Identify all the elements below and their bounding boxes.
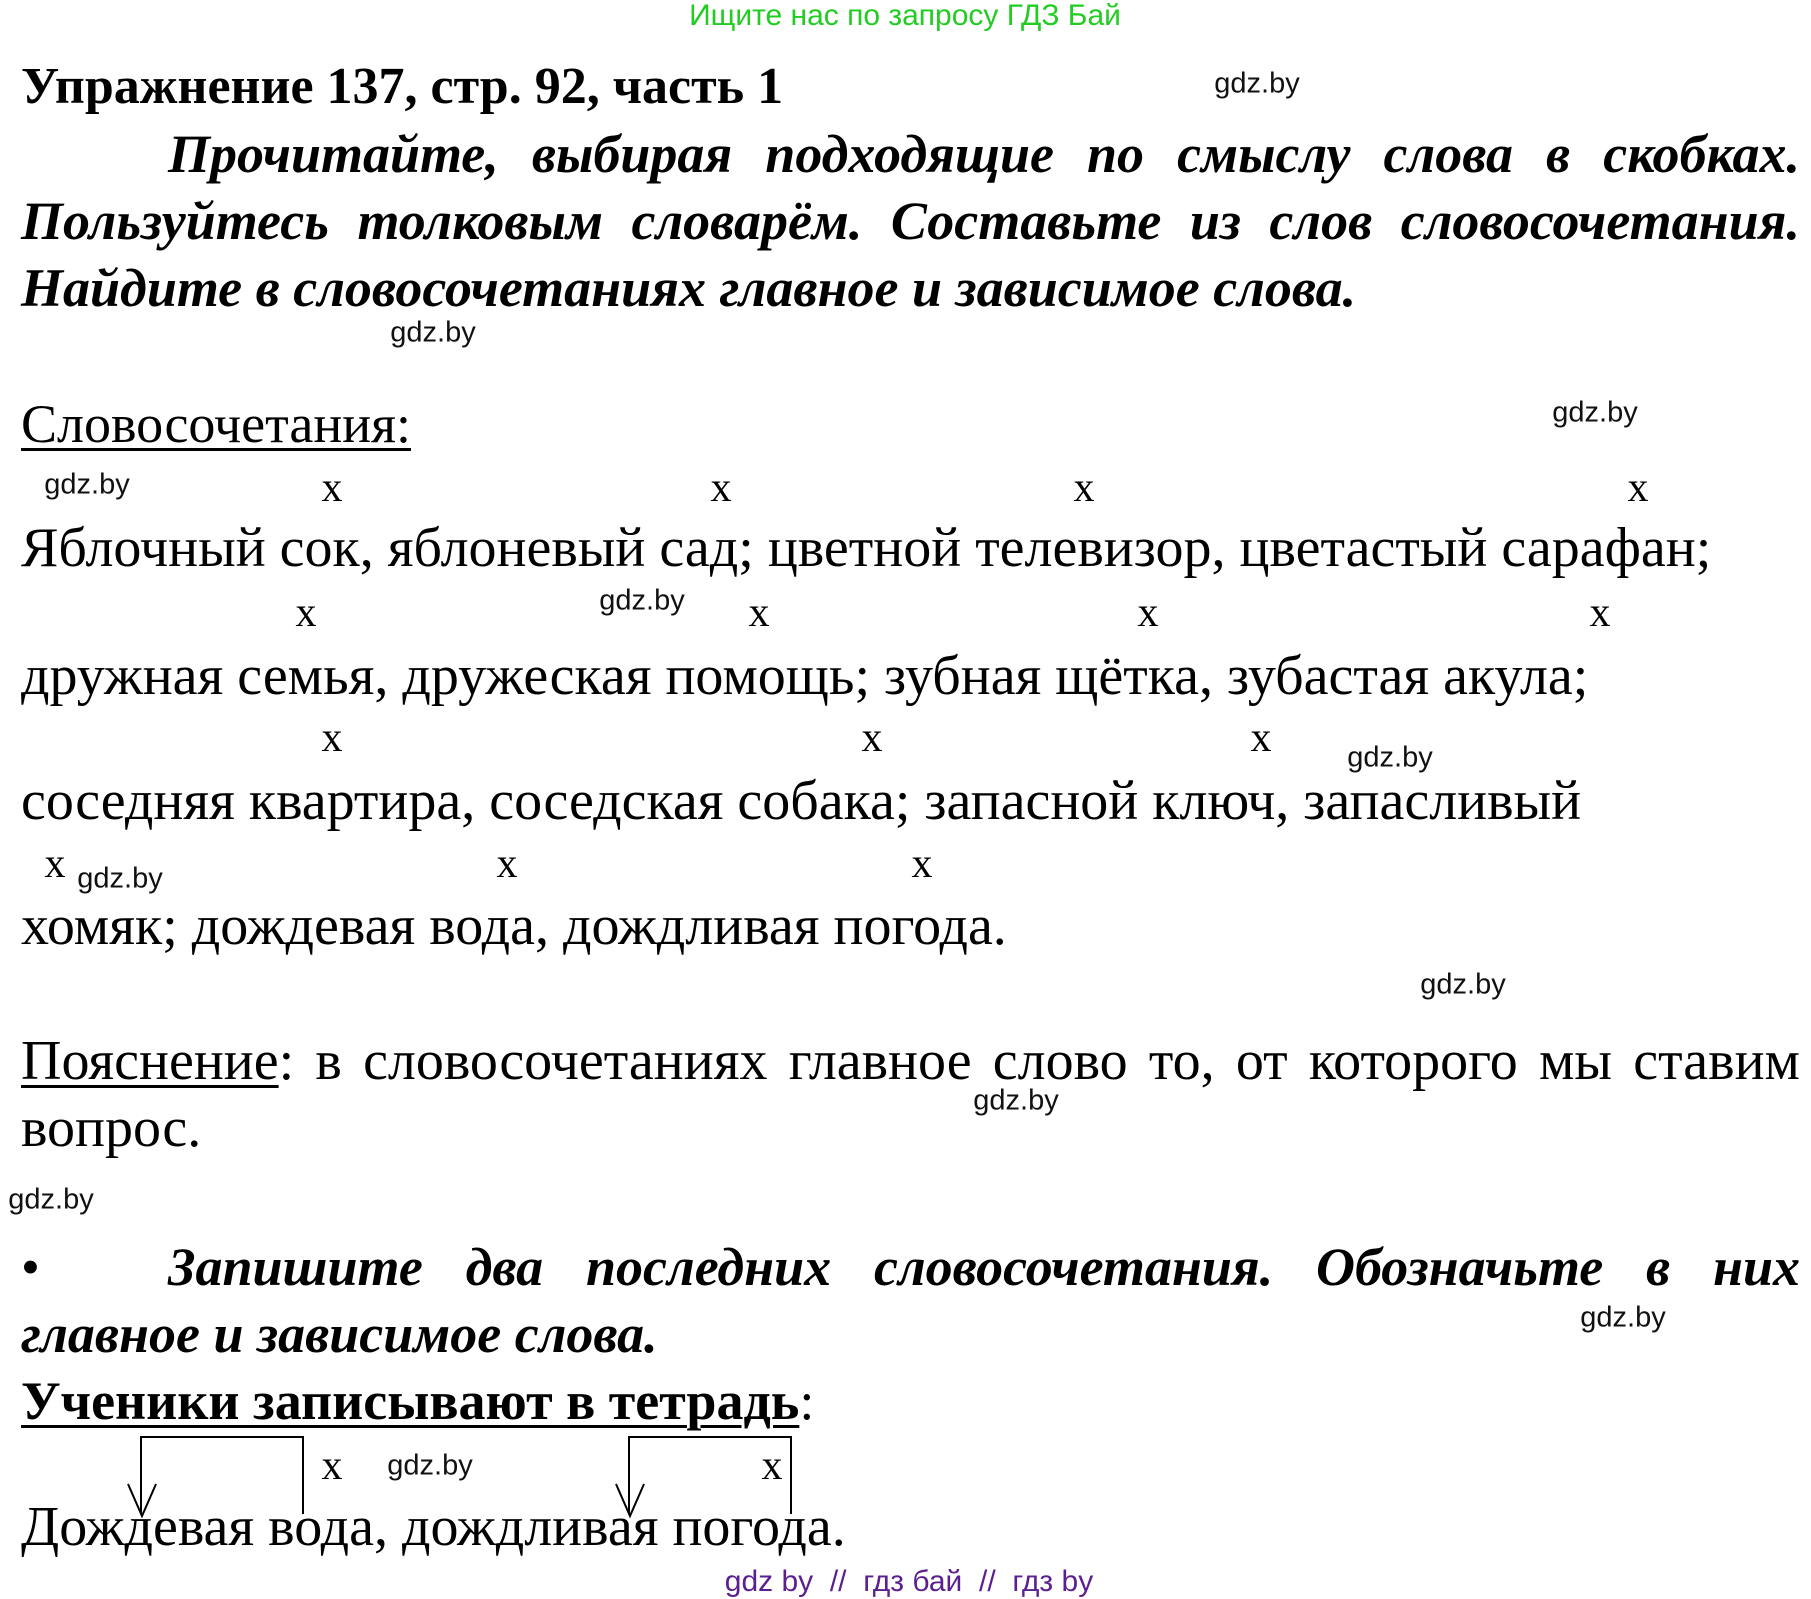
phrases-heading <box>21 393 411 455</box>
header-banner: Ищите нас по запросу ГДЗ Бай <box>689 0 1121 32</box>
main-word-mark: x <box>1250 715 1272 761</box>
answer-line: Дождевая вода, дождливая погода. <box>21 1496 846 1558</box>
page-title: Упражнение 137, стр. 92, часть 1 <box>21 58 784 115</box>
task2-instruction: Запишите два последних словосочетания. Обозначьте в них главное и зависимое слова. <box>21 1237 1800 1364</box>
phrases-heading-text: Словосочетания: <box>21 394 411 454</box>
phrase-line: хомяк; дождевая вода, дождливая погода. <box>21 895 1007 957</box>
phrase-line: дружная семья, дружеская помощь; зубная щётка, зубастая акула; <box>21 645 1589 707</box>
watermark: gdz.by <box>1552 396 1638 429</box>
watermark: gdz.by <box>1214 67 1300 100</box>
explanation-label: Пояснение <box>21 1030 279 1092</box>
students-heading-text: Ученики записывают в тетрадь <box>21 1371 800 1431</box>
main-word-mark: x <box>911 841 933 887</box>
watermark: gdz.by <box>973 1084 1059 1117</box>
main-word-mark: x <box>321 1443 343 1489</box>
watermark: gdz.by <box>1420 968 1506 1001</box>
watermark: gdz.by <box>1580 1301 1666 1334</box>
main-word-mark: x <box>1627 465 1649 511</box>
main-word-mark: x <box>1073 465 1095 511</box>
watermark: gdz.by <box>599 584 685 617</box>
phrase-line: Яблочный сок, яблоневый сад; цветной телевизор, цветастый сарафан; <box>21 517 1712 579</box>
main-word-mark: x <box>321 465 343 511</box>
main-word-mark: x <box>761 1443 783 1489</box>
bullet: • <box>21 1237 40 1297</box>
task-instruction: Прочитайте, выбирая подходящие по смыслу слова в скобках. Пользуйтесь толковым словарём. Составьте из слов словосочетания. Найдите в словосочетаниях главное и зависимое слова. <box>21 124 1800 318</box>
watermark: gdz.by <box>77 862 163 895</box>
main-word-mark: x <box>496 841 518 887</box>
students-heading <box>21 1370 814 1432</box>
main-word-mark: x <box>1589 590 1611 636</box>
watermark: gdz.by <box>44 468 130 501</box>
footer-watermark: gdz by // гдз бай // гдз by <box>724 1565 1094 1598</box>
main-word-mark: x <box>861 715 883 761</box>
main-word-mark: x <box>710 465 732 511</box>
explanation <box>21 1028 1800 1162</box>
watermark: gdz.by <box>8 1183 94 1216</box>
watermark: gdz.by <box>387 1449 473 1482</box>
students-heading-colon: : <box>799 1371 815 1431</box>
main-word-mark: x <box>321 715 343 761</box>
watermark: gdz.by <box>390 316 476 349</box>
main-word-mark: x <box>1137 590 1159 636</box>
phrase-line: соседняя квартира, соседская собака; запасной ключ, запасливый <box>21 770 1582 832</box>
watermark: gdz.by <box>1347 741 1433 774</box>
main-word-mark: x <box>748 590 770 636</box>
main-word-mark: x <box>295 590 317 636</box>
main-word-mark: x <box>44 841 66 887</box>
explanation-text: : в словосочетаниях главное слово то, от которого мы ставим вопрос. <box>21 1030 1800 1159</box>
